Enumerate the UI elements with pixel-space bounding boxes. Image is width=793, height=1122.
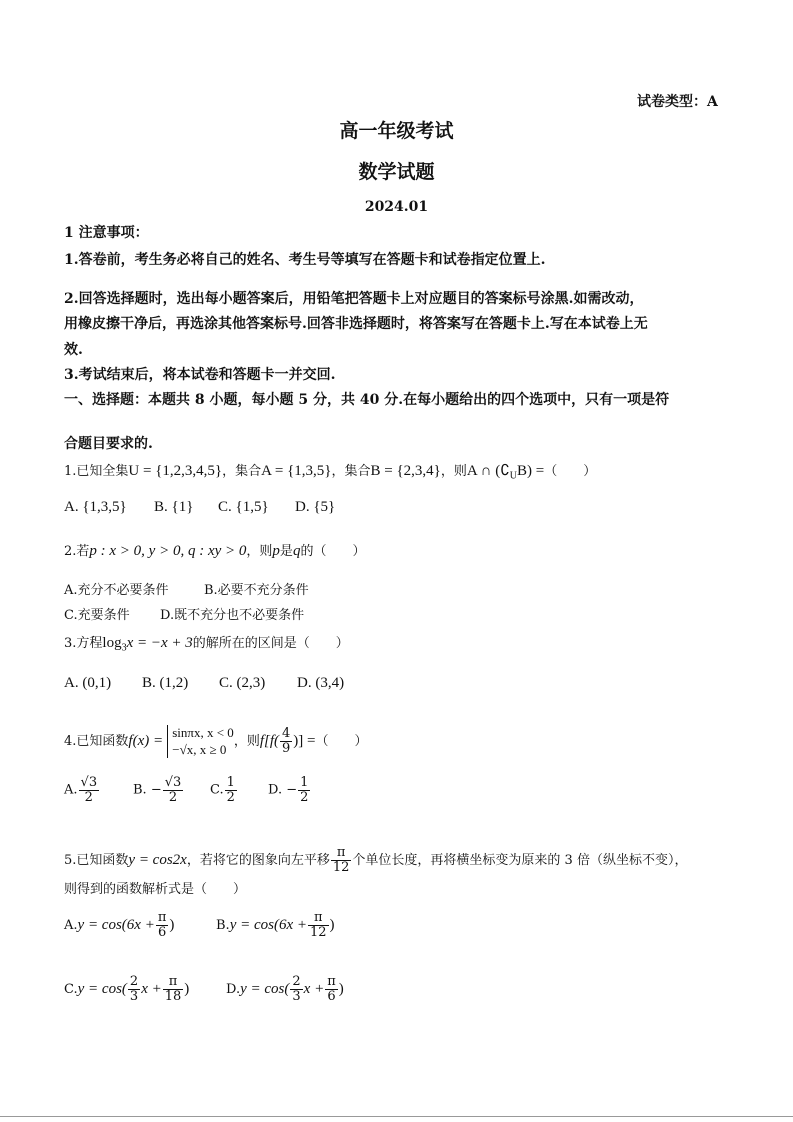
question-4-fraction: $\frac{4}{9}$ <box>282 726 291 756</box>
question-5-option-c: C.y = cos( $\frac{2}{3}$ x + $\frac{\pi}{18}$ ) <box>64 974 190 1004</box>
question-4-stem: 4.已知函数f(x) = sinπx, x < 0 −√x, x ≥ 0 ，则f[f( $\frac{4}{9}$ )] =（ ） <box>64 725 368 757</box>
question-3-option-c: C. (2,3) <box>219 675 266 691</box>
question-4-option-c: C. $\frac{1}{2}$ <box>210 775 235 805</box>
page-bottom-divider <box>0 1116 793 1117</box>
question-5-option-b: B.y = cos(6x + $\frac{\pi}{12}$ ) <box>216 910 335 940</box>
section-heading-line2: 合题目要求的. <box>64 436 153 452</box>
notice-item-2: 2.回答选择题时，选出每小题答案后，用铅笔把答题卡上对应题目的答案标号涂黑.如需改动， <box>64 291 644 307</box>
question-1-option-c: C. {1,5} <box>218 499 269 515</box>
paper-type: 试卷类型：A <box>637 94 718 110</box>
notice-item-2-end: 效. <box>64 342 83 358</box>
notice-item-1: 1.答卷前，考生务必将自己的姓名、考生号等填写在答题卡和试卷指定位置上. <box>64 252 546 268</box>
question-4-option-d: D. − $\frac{1}{2}$ <box>268 775 309 805</box>
question-2-stem: 2.若p : x > 0, y > 0, q : xy > 0，则p是q的（ ） <box>64 543 366 559</box>
notice-item-3: 3.考试结束后，将本试卷和答题卡一并交回. <box>64 367 336 383</box>
exam-title: 高一年级考试 <box>339 120 454 142</box>
question-4-piecewise: sinπx, x < 0 −√x, x ≥ 0 <box>167 725 234 758</box>
question-5-option-d: D.y = cos( $\frac{2}{3}$ x + $\frac{\pi}{6}$ ) <box>226 974 344 1004</box>
question-4-option-a: A. $\frac{√3}{2}$ <box>64 775 98 805</box>
exam-date: 2024.01 <box>364 199 429 215</box>
question-2-option-a: A.充分不必要条件 <box>64 583 169 598</box>
question-2-option-b: B.必要不充分条件 <box>204 583 309 598</box>
question-5-stem-line2: 则得到的函数解析式是（ ） <box>64 882 247 897</box>
question-3-option-a: A. (0,1) <box>64 675 112 691</box>
question-1-option-a: A. {1,3,5} <box>64 499 127 515</box>
question-1-option-d: D. {5} <box>295 499 336 515</box>
question-2-option-d: D.既不充分也不必要条件 <box>160 608 305 623</box>
subject-title: 数学试题 <box>358 161 435 183</box>
question-4-option-b: B. − $\frac{√3}{2}$ <box>133 775 182 805</box>
question-2-option-c: C.充要条件 <box>64 608 130 623</box>
question-5-option-a: A.y = cos(6x + $\frac{\pi}{6}$ ) <box>64 910 175 940</box>
question-1-stem: 1.已知全集U = {1,2,3,4,5}，集合A = {1,3,5}，集合B = {2,3,4}，则A ∩ $(∁_UB)$ =（ ） <box>64 463 597 482</box>
question-3-option-b: B. (1,2) <box>142 675 189 691</box>
section-heading-line1: 一、选择题：本题共 8 小题，每小题 5 分，共 40 分.在每小题给出的四个选项中，只有一项是符 <box>64 392 670 408</box>
notice-item-2-cont: 用橡皮擦干净后，再选涂其他答案标号.回答非选择题时，将答案写在答题卡上.写在本试卷上无 <box>64 316 648 332</box>
question-3-stem: 3.方程$\log_3x = -x + 3$的解所在的区间是（ ） <box>64 635 349 654</box>
question-1-option-b: B. {1} <box>154 499 194 515</box>
notice-heading: 1 注意事项： <box>64 225 149 241</box>
question-5-stem: 5.已知函数y = cos2x，若将它的图象向左平移 $\frac{\pi}{12}$ 个单位长度，再将横坐标变为原来的 3 倍（纵坐标不变）， <box>64 845 688 875</box>
question-3-option-d: D. (3,4) <box>297 675 345 691</box>
